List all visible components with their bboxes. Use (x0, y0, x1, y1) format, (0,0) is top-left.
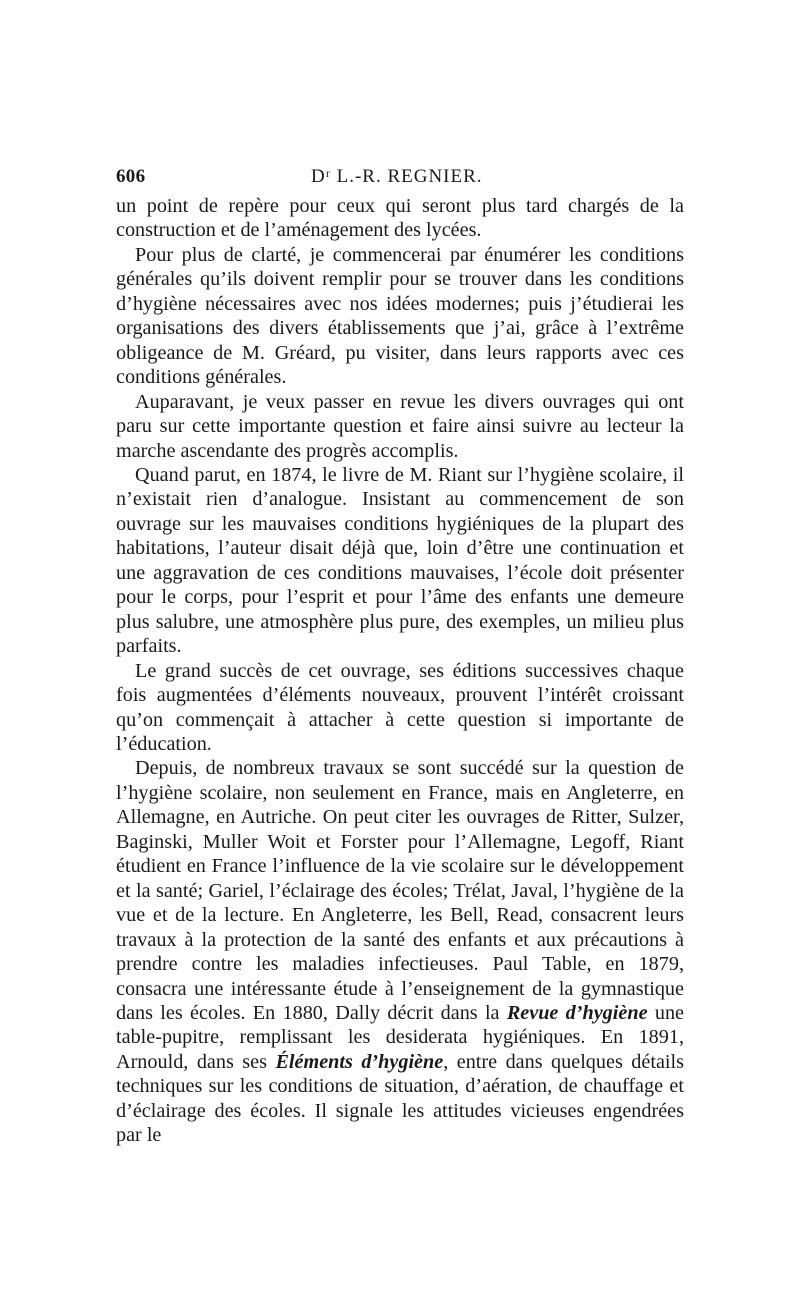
book-title: Éléments d’hygiène (275, 1050, 444, 1073)
paragraph-text: , entre dans quelques détails techniques sur les conditions de situation, d’aération, de chauffage et d’éclairage des écoles. Il signale les attitudes vicieuses engendrées par le (116, 1050, 684, 1147)
paragraph-text: une table-pupitre, remplissant les desiderata hygiéniques. En 1891, Arnould, dans ses (116, 1001, 684, 1073)
running-head: Dʳ L.-R. REGNIER. (311, 166, 483, 187)
paragraph-text: Depuis, de nombreux travaux se sont succédé sur la question de l’hygiène scolaire, non seulement en France, mais en Angleterre, en Allemagne, en Autriche. On peut citer les ouvrages de Ritter, Sulzer, Baginski, Muller Woit et Forster pour l’Allemagne, Legoff, Riant étudient en France l’influence de la vie scolaire sur le développement et la santé; Gariel, l’éclairage des écoles; Trélat, Javal, l’hygiène de la vue et de la lecture. En Angleterre, les Bell, Read, consacrent leurs travaux à la protection de la santé des enfants et aux précautions à prendre contre les maladies infectieuses. Paul Table, en 1879, consacra une intéressante étude à l’enseignement de la gymnastique dans les écoles. En 1880, Dally décrit dans la (116, 757, 684, 1024)
paragraph: Pour plus de clarté, je commencerai par énumérer les conditions générales qu’ils doivent remplir pour se trouver dans les conditions d’hygiène nécessaires avec nos idées modernes; puis j’étudierai les organisations des divers établissements que j’ai, grâce à l’extrême obligeance de M. Gréard, pu visiter, dans leurs rapports avec ces conditions générales. (116, 243, 684, 389)
paragraph: Le grand succès de cet ouvrage, ses éditions successives chaque fois augmentées d’éléments nouveaux, prouvent l’intérêt croissant qu’on commençait à attacher à cette question si importante de l’éducation. (116, 659, 684, 755)
paragraph (116, 756, 684, 1147)
paragraph: Auparavant, je veux passer en revue les divers ouvrages qui ont paru sur cette importante question et faire ainsi suivre au lecteur la marche ascendante des progrès accomplis. (116, 390, 684, 462)
body-text (116, 194, 684, 1148)
page-header (116, 166, 686, 194)
paragraph: un point de repère pour ceux qui seront plus tard chargés de la construction et de l’aménagement des lycées. (116, 195, 684, 242)
page-number: 606 (116, 166, 146, 187)
paragraph: Quand parut, en 1874, le livre de M. Riant sur l’hygiène scolaire, il n’existait rien d’analogue. Insistant au commencement de son ouvrage sur les mauvaises conditions hygiéniques de la plupart des habitations, l’auteur disait déjà que, loin d’être une continuation et une aggravation de ces conditions mauvaises, l’école doit présenter pour le corps, pour l’esprit et pour l’âme des enfants une demeure plus salubre, une atmosphère plus pure, des exemples, un milieu plus parfaits. (116, 463, 684, 658)
journal-title: Revue d’hygiène (506, 1001, 648, 1024)
